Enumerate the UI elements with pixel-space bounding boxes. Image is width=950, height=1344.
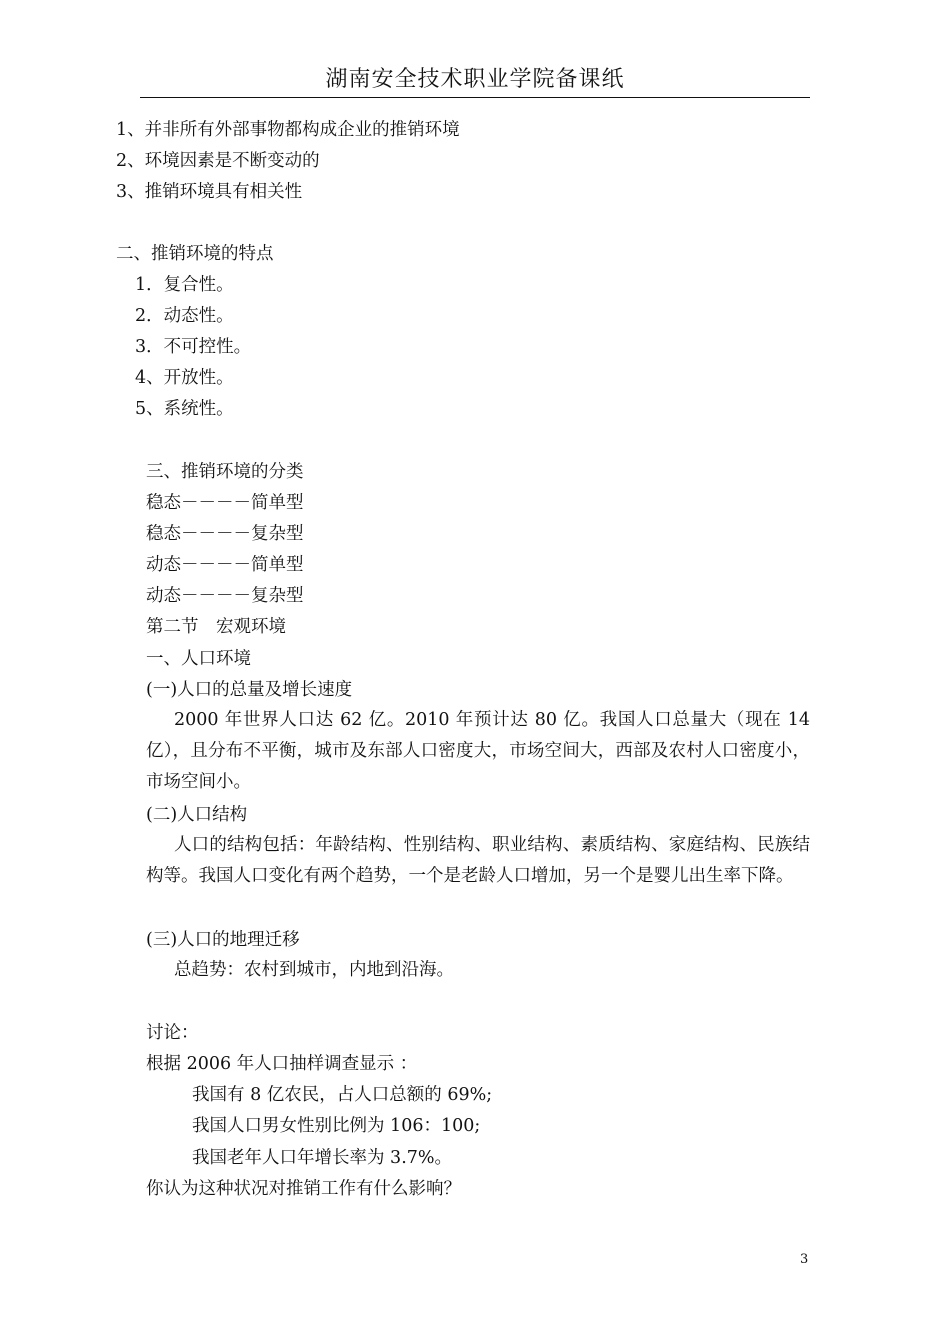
feature-item: 2．动态性。 <box>135 306 234 326</box>
header-divider <box>140 97 810 98</box>
section-title: 第二节 宏观环境 <box>146 617 286 637</box>
part1-heading: (一)人口的总量及增长速度 <box>146 680 353 700</box>
features-heading: 二、推销环境的特点 <box>116 244 274 264</box>
part3-paragraph: 总趋势：农村到城市，内地到沿海。 <box>174 960 454 980</box>
classification-item: 稳态－－－－简单型 <box>146 493 304 513</box>
discussion-fact: 我国老年人口年增长率为 3.7%。 <box>192 1148 453 1168</box>
intro-item: 3、推销环境具有相关性 <box>116 182 303 202</box>
feature-item: 3．不可控性。 <box>135 337 252 357</box>
part2-heading: (二)人口结构 <box>146 805 248 825</box>
discussion-heading: 讨论： <box>146 1023 199 1043</box>
part2-paragraph: 人口的结构包括：年龄结构、性别结构、职业结构、素质结构、家庭结构、民族结构等。我国人口变化有两个趋势，一个是老龄人口增加，另一个是婴儿出生率下降。 <box>146 835 810 886</box>
classification-item: 动态－－－－复杂型 <box>146 586 304 606</box>
feature-item: 1．复合性。 <box>135 275 234 295</box>
part3-heading: (三)人口的地理迁移 <box>146 930 300 950</box>
classification-item: 动态－－－－简单型 <box>146 555 304 575</box>
section-subheading: 一、人口环境 <box>146 649 251 669</box>
part1-paragraph: 2000 年世界人口达 62 亿。2010 年预计达 80 亿。我国人口总量大（现在 14 亿），且分布不平衡，城市及东部人口密度大，市场空间大，西部及农村人口密度小，市场空间小。 <box>146 710 810 792</box>
feature-item: 5、系统性。 <box>135 399 234 419</box>
classification-heading: 三、推销环境的分类 <box>146 462 304 482</box>
discussion-lead: 根据 2006 年人口抽样调查显示 ： <box>146 1054 418 1074</box>
discussion-fact: 我国人口男女性别比例为 106：100; <box>192 1116 481 1136</box>
intro-item: 1、并非所有外部事物都构成企业的推销环境 <box>116 120 460 140</box>
page-header-title: 湖南安全技术职业学院备课纸 <box>325 67 625 92</box>
discussion-question: 你认为这种状况对推销工作有什么影响？ <box>146 1179 461 1199</box>
classification-item: 稳态－－－－复杂型 <box>146 524 304 544</box>
feature-item: 4、开放性。 <box>135 368 234 388</box>
intro-item: 2、环境因素是不断变动的 <box>116 151 320 171</box>
discussion-fact: 我国有 8 亿农民，占人口总额的 69%; <box>192 1085 493 1105</box>
page-number: 3 <box>800 1252 809 1267</box>
